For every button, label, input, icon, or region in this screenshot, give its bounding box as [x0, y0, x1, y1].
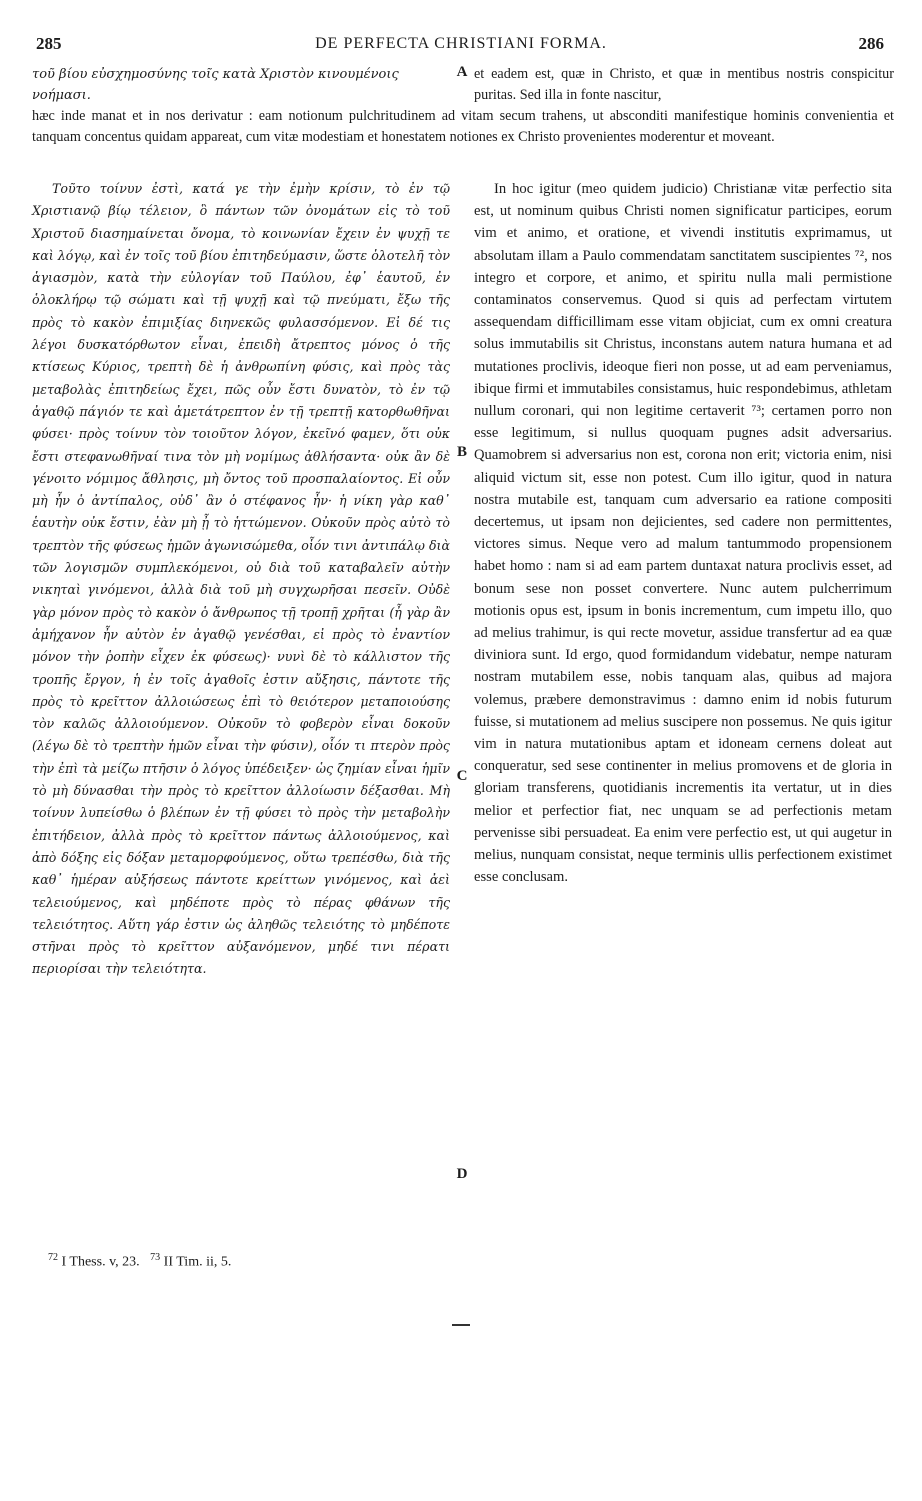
latin-continuation-top: et eadem est, quæ in Christo, et quæ in mentibus nostris conspicitur puritas. Sed illa in fonte nascitur,	[474, 66, 894, 103]
greek-paragraph: Τοῦτο τοίνυν ἐστὶ, κατά γε τὴν ἐμὴν κρίσιν, τὸ ἐν τῷ Χριστιανῷ βίῳ τέλειον, ὃ πάντων τῶν ὀνομάτων εἰς τὸ τοῦ Χριστοῦ διασημαίνεται ὄνομα, τὸ κοινωνίαν ἔχειν ἐν ψυχῇ τε καὶ λόγῳ, καὶ ἐν τοῖς τοῦ βίου ἐπιτηδεύμασιν, ὥστε ὁλοτελῆ τὸν ἁγιασμὸν, κατὰ τὴν εὐλογίαν τοῦ Παύλου, ἐφ᾽ ἑαυτοῦ, ἐν ὁλοκλήρῳ τῷ σώματι καὶ τῇ ψυχῇ καὶ τῷ πνεύματι, ἔξω τῆς πρὸς τὸ κακὸν ἐπιμιξίας διηνεκῶς φυλασσόμενον. Εἰ δέ τις λέγοι δυσκατόρθωτον εἶναι, ἐπειδὴ ἄτρεπτος μόνος ὁ τῆς κτίσεως Κύριος, τρεπτὴ δὲ ἡ ἀνθρωπίνη φύσις, καὶ πρὸς τὰς μεταβολὰς ἐπιτηδείως ἔχει, πῶς οὖν ἔστι δυνατὸν, τὸ ἐν τῷ ἀγαθῷ πάγιόν τε καὶ ἀμετάτρεπτον ἐν τῇ τρεπτῇ κατορθωθῆναι φύσει· πρὸς τοίνυν τὸν τοιοῦτον λόγον, ἐκεῖνό φαμεν, ὅτι οὐκ ἔστι στεφανωθῆναί τινα τὸν μὴ νομίμως ἀθλήσαντα· οὐκ ἂν δὲ γένοιτο νόμιμος ἄθλησις, μὴ ὄντος τοῦ προσπαλαίοντος. Εἰ οὖν μὴ ἦν ὁ ἀντίπαλος, οὐδ᾽ ἂν ὁ στέφανος ἦν· ἡ νίκη γὰρ καθ᾽ ἑαυτὴν οὐκ ἔστιν, ἐὰν μὴ ᾖ τὸ ἡττώμενον. Οὐκοῦν πρὸς αὐτὸ τὸ τρεπτὸν τῆς φύσεως ἡμῶν ἀγωνισώμεθα, οἷόν τινι ἀντιπάλῳ διὰ τῶν λογισμῶν συμπλεκόμενοι, οὐ διὰ τοῦ καταβαλεῖν αὐτὴν νικηταὶ γινόμενοι, ἀλλὰ διὰ τοῦ μὴ συγχωρῆσαι πεσεῖν. Οὐδὲ γὰρ μόνον πρὸς τὸ κακὸν ὁ ἄνθρωπος τῇ τροπῇ χρῆται (ἦ γὰρ ἂν ἀμήχανον ἦν αὐτὸν ἐν ἀγαθῷ γενέσθαι, εἰ πρὸς τὸ ἐναντίον μόνον τὴν ῥοπὴν εἶχεν ἐκ φύσεως)· νυνὶ δὲ τὸ κάλλιστον τῆς τροπῆς ἔργον, ἡ ἐν τοῖς ἀγαθοῖς ἐστιν αὔξησις, πάντοτε τῆς πρὸς τὸ κρεῖττον ἀλλοιώσεως ἐπὶ τὸ θειότερον μεταποιούσης τὸν καλῶς ἀλλοιούμενον. Οὐκοῦν τὸ φοβερὸν εἶναι δοκοῦν (λέγω δὲ τὸ τρεπτὴν ἡμῶν εἶναι τὴν φύσιν), οἷόν τι πτερὸν πρὸς τὴν ἐπὶ τὰ μείζω πτῆσιν ὁ λόγος ὑπέδειξεν· ὡς ζημίαν εἶναι ἡμῖν τὸ μὴ δύνασθαι τὴν πρὸς τὸ κρεῖττον ἀλλοίωσιν δέξασθαι. Μὴ τοίνυν λυπείσθω ὁ βλέπων ἐν τῇ φύσει τὸ πρὸς τὴν μεταβολὴν ἐπιτήδειον, ἀλλὰ πρὸς τὸ κρεῖττον πάντως ἀλλοιούμενος, καὶ ἀπὸ δόξης εἰς δόξαν μεταμορφούμενος, οὕτω τρεπέσθω, διὰ τῆς καθ᾽ ἡμέραν αὐξήσεως πάντοτε κρείττων γινόμενος, καὶ ἀεὶ τελειούμενος, καὶ μηδέποτε πρὸς τὸ πέρας φθάνων τῆς τελειότητος. Αὕτη γάρ ἐστιν ὡς ἀληθῶς τελειότης τὸ μηδέποτε στῆναι πρὸς τὸ κρεῖττον αὐξανόμενον, μηδέ τινι πέρατι περιορίσαι τὴν τελειότητα.	[32, 181, 450, 977]
end-rule	[452, 1324, 470, 1326]
section-marker-d: D	[456, 1166, 468, 1182]
footnote-72-mark: 72	[48, 1252, 58, 1263]
footnotes	[48, 1252, 231, 1271]
footnote-73-mark: 73	[150, 1252, 161, 1263]
latin-paragraph: In hoc igitur (meo quidem judicio) Christianæ vitæ perfectio sita est, ut nominum quibus Christi nomen significatur participes, eorum vim et animo, et oratione, et vivendi institutis exprimamus, ut absolutam illam a Paulo commendatam sanctitatem suscipientes ⁷², nos integro et corpore, et animo, et spiritu nulla mali permistione contaminatos conservemus. Quod si quis ad perfectam virtutem assequendam difficillimam esse vitam objiciat, cum ex omni creatura solus immutabilis sit Christus, inconstans autem natura humana et ad mutationes proclivis, ideoque fieri non posse, ut ad eam perveniamus, ibique firmi et immutabiles consistamus, huic respondebimus, athletam nullum coronari, qui non legitime certaverit ⁷³; certamen porro non esse legitimum, si nullus quoquam pugnes adsit adversarius. Quamobrem si adversarius non est, corona non erit; victoria enim, nisi aliquid victum sit, esse non potest. Cum illo igitur, quod in natura nostra mutabile est, tanquam cum adversario ea ratione compositi decertemus, ut ipsam non dejicientes, sed cadere non permittentes, victores simus. Neque vero ad malum tantummodo propensionem habet homo : nam si ad eam partem duntaxat natura proclivis esset, ad bonum sese non posset convertere. Nunc autem pulcherrimum motionis opus est, ipsum in bonis incrementum, cum impetu illo, quo ad melius trahimur, is qui recte movetur, assidue transfertur ad ea quæ diviniora sunt. Id ergo, quod formidandum videbatur, nempe naturam nostram mutabilem esse, nobis tanquam alas, quibus ad majora volemus, præbere demonstravimus : damno enim id nobis futurum fuisse, si mutationem ad melius suscipere non possemus. Ne quis igitur vim in natura mutationibus aptam et idoneam cernens doleat aut conqueratur, sed sese continenter in melius promovens et de gloria in gloriam transferens, quotidianis incrementis ita vertatur, ut in dies melior et perfectior fiat, nec unquam se ad perfectionis metam pervenisse sibi persuadeat. Ea enim vere perfectio est, ut qui augetur in melius, nunquam consistat, neque terminis ullis perfectionem existimet esse conclusam.	[474, 181, 892, 886]
running-header	[30, 34, 892, 60]
section-marker-c: C	[456, 768, 468, 784]
page-number-left: 285	[36, 34, 62, 53]
footnote-72-text: I Thess. v, 23.	[58, 1254, 140, 1270]
greek-column	[32, 178, 450, 981]
footnote-73-text: II Tim. ii, 5.	[160, 1254, 232, 1270]
section-marker-a: A	[456, 64, 468, 80]
section-marker-b: B	[456, 444, 467, 460]
running-title: DE PERFECTA CHRISTIANI FORMA.	[315, 35, 607, 52]
greek-continuation: τοῦ βίου εὐσχημοσύνης τοῖς κατὰ Χριστὸν κινουμένοις νοήμασι.	[32, 67, 399, 103]
page-number-right: 286	[858, 34, 884, 53]
latin-column	[474, 178, 892, 889]
latin-continuation-full: hæc inde manat et in nos derivatur : eam notionum pulchritudinem ad vitam secum trahens, ut absconditi manifestique hominis convenientia et tanquam concentus quidam appareat, cum vitæ modestiam et honestatem notiones ex Christo provenientes moderentur et moveant.	[32, 108, 894, 145]
